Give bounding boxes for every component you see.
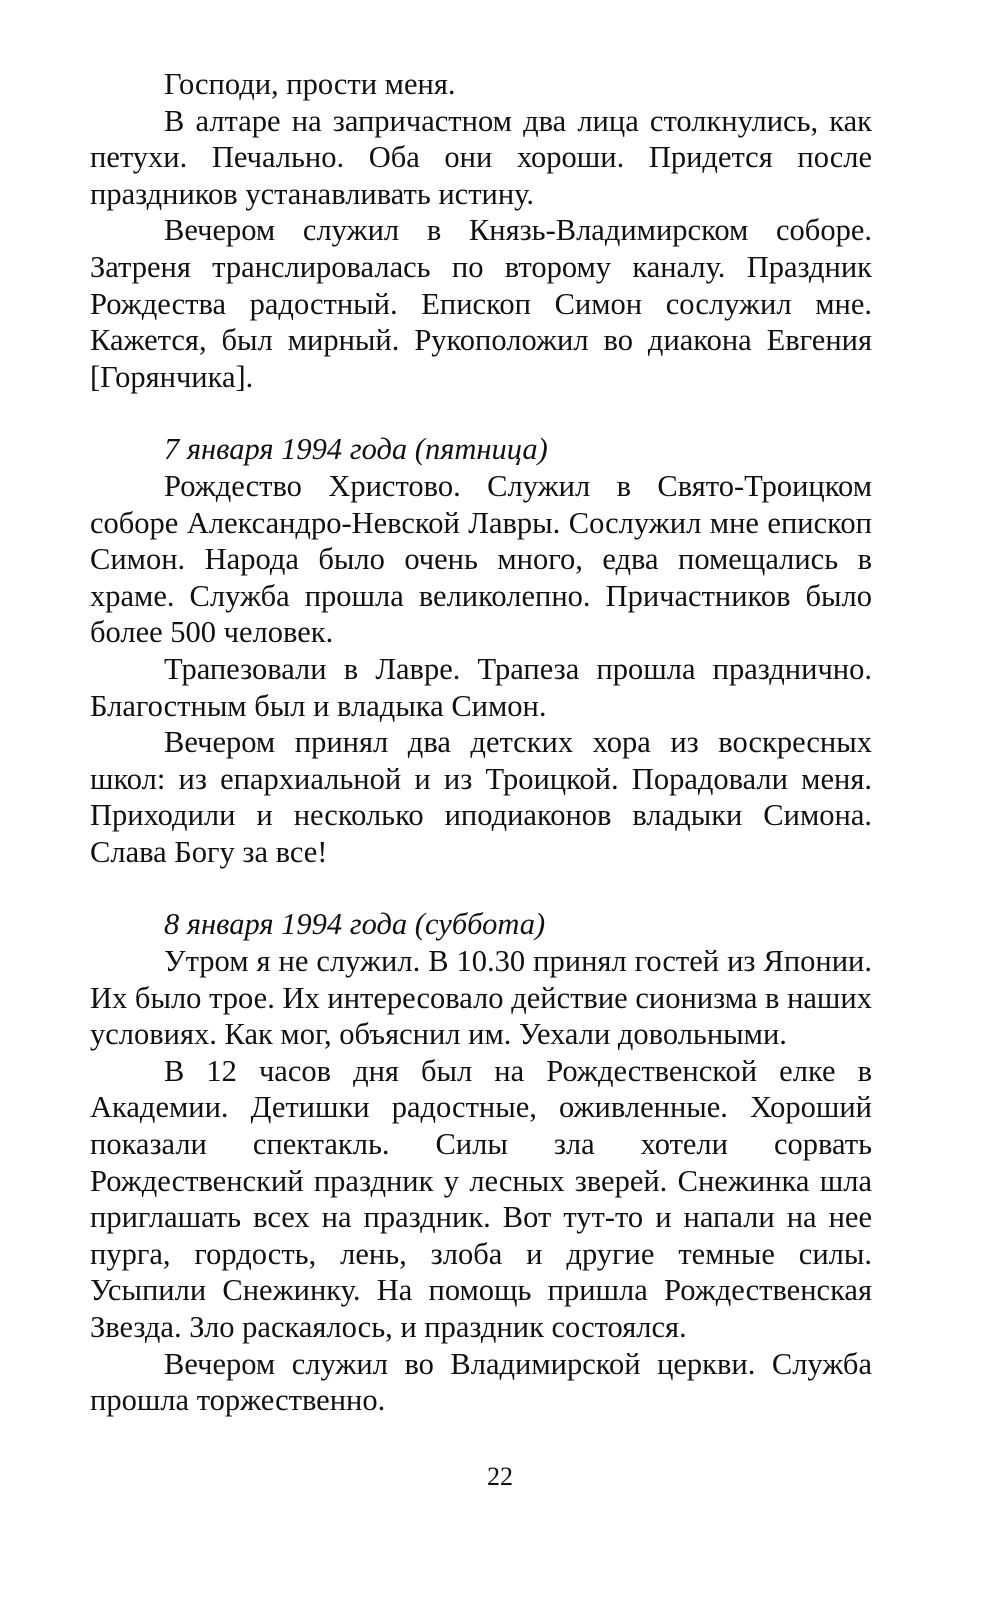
- date-heading: 8 января 1994 года (суббота): [164, 907, 546, 942]
- section-spacer: [90, 395, 872, 431]
- paragraph: Трапезовали в Лавре. Трапеза прошла празднично. Благостным был и владыка Симон.: [90, 651, 872, 723]
- paragraph: В 12 часов дня был на Рождественской елке в Академии. Детишки радостные, оживленные. Хороший показали спектакль. Силы зла хотели сорвать Рождественский праздник у лесных зверей. Снежинка шла приглашать всех на праздник. Вот тут-то и напали на нее пурга, гордость, лень, злоба и другие темные силы. Усыпили Снежинку. На помощь пришла Рождественская Звезда. Зло раскаялось, и праздник состоялся.: [90, 1053, 872, 1344]
- paragraph: Вечером служил во Владимирской церкви. Служба прошла торжественно.: [90, 1346, 872, 1418]
- page-body: [90, 66, 872, 1419]
- paragraph: Рождество Христово. Служил в Свято-Троицком соборе Александро-Невской Лавры. Сослужил мне епископ Симон. Народа было очень много, едва помещались в храме. Служба прошла великолепно. Причастников было более 500 человек.: [90, 468, 872, 650]
- paragraph: Господи, прости меня.: [164, 67, 456, 101]
- paragraph: В алтаре на запричастном два лица столкнулись, как петухи. Печально. Оба они хороши. Придется после праздников устанавливать истину.: [90, 103, 872, 211]
- paragraph: Вечером служил в Князь-Владимирском соборе. Затреня транслировалась по второму каналу. Праздник Рождества радостный. Епископ Симон сослужил мне. Кажется, был мирный. Рукоположил во диакона Евгения [Горянчика].: [90, 213, 872, 394]
- paragraph: Вечером принял два детских хора из воскресных школ: из епархиальной и из Троицкой. Порадовали меня. Приходили и несколько иподиаконов владыки Симона. Слава Богу за все!: [90, 725, 872, 869]
- page-number: 22: [487, 1462, 513, 1491]
- date-heading: 7 января 1994 года (пятница): [164, 432, 548, 467]
- section-spacer: [90, 870, 872, 906]
- paragraph: Утром я не служил. В 10.30 принял гостей из Японии. Их было трое. Их интересовало действие сионизма в наших условиях. Как мог, объяснил им. Уехали довольными.: [90, 944, 872, 1052]
